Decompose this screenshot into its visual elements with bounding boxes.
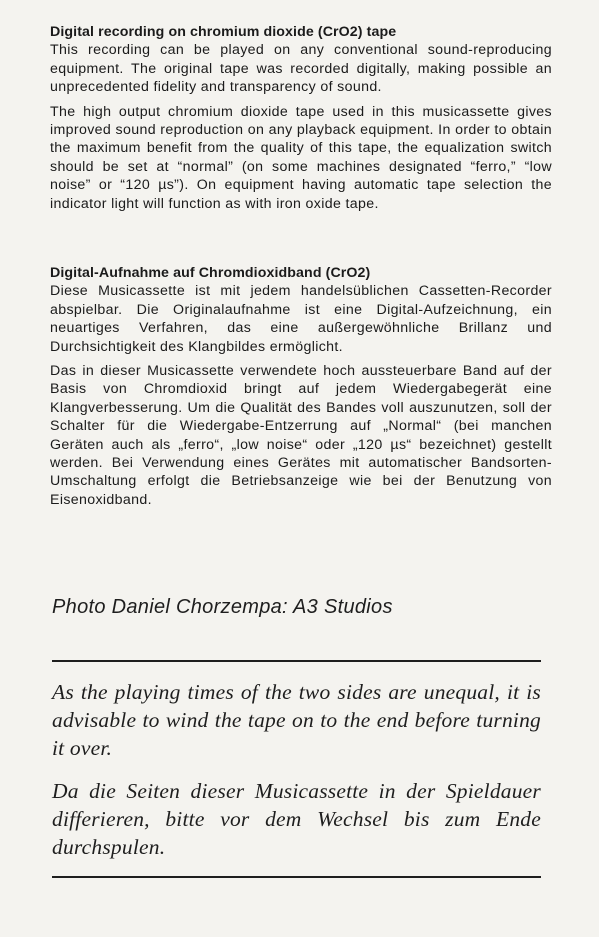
english-heading: Digital recording on chromium dioxide (CrO2) tape	[50, 24, 397, 40]
divider-bottom	[52, 876, 541, 878]
english-note-text: As the playing times of the two sides are unequal, it is advisable to wind the tape on to the end before turning it over.	[52, 680, 541, 760]
german-note-text: Da die Seiten dieser Musicassette in der Spieldauer differieren, bitte vor dem Wechsel bis zum Ende durchspulen.	[52, 779, 541, 859]
english-paragraph-1: This recording can be played on any conventional sound-reproducing equipment. The original tape was recorded digitally, making possible an unprecedented fidelity and transparency of sound.	[50, 42, 552, 96]
divider-top	[52, 660, 541, 662]
german-paragraph-2: Das in dieser Musicassette verwendete hoch aussteuerbare Band auf der Basis von Chromdioxid bringt auf jedem Wiedergabegerät eine Klangverbesserung. Um die Qualität des Bandes voll auszunutzen, soll der Schalter für die Wiedergabe-Entzerrung auf „Normal“ (bei manchen Geräten auch als „ferro“, „low noise“ oder „120 µs“ bezeichnet) gestellt werden. Bei Verwendung eines Gerätes mit automatischer Bandsorten-Umschaltung erfolgt die Betriebsanzeige wie bei der Benutzung von Eisenoxidband.	[50, 363, 552, 508]
german-section	[50, 264, 552, 515]
german-heading: Digital-Aufnahme auf Chromdioxidband (CrO2)	[50, 265, 371, 281]
english-section	[50, 23, 552, 219]
english-paragraph-2: The high output chromium dioxide tape used in this musicassette gives improved sound reproduction on any playback equipment. In order to obtain the maximum benefit from the quality of this tape, the equalization switch should be set at “normal” (on some machines designated “ferro,” “low noise” or “120 µs”). On equipment having automatic tape selection the indicator light will function as with iron oxide tape.	[50, 103, 552, 212]
english-note	[52, 678, 541, 762]
photo-credit: Photo Daniel Chorzempa: A3 Studios	[52, 596, 393, 618]
german-paragraph-1: Diese Musicassette ist mit jedem handelsüblichen Cassetten-Recorder abspielbar. Die Originalaufnahme ist eine Digital-Aufzeichnung, ein neuartiges Verfahren, das eine außergewöhnliche Brillanz und Durchsichtigkeit des Klangbildes ermöglicht.	[50, 283, 552, 355]
german-note	[52, 777, 541, 861]
